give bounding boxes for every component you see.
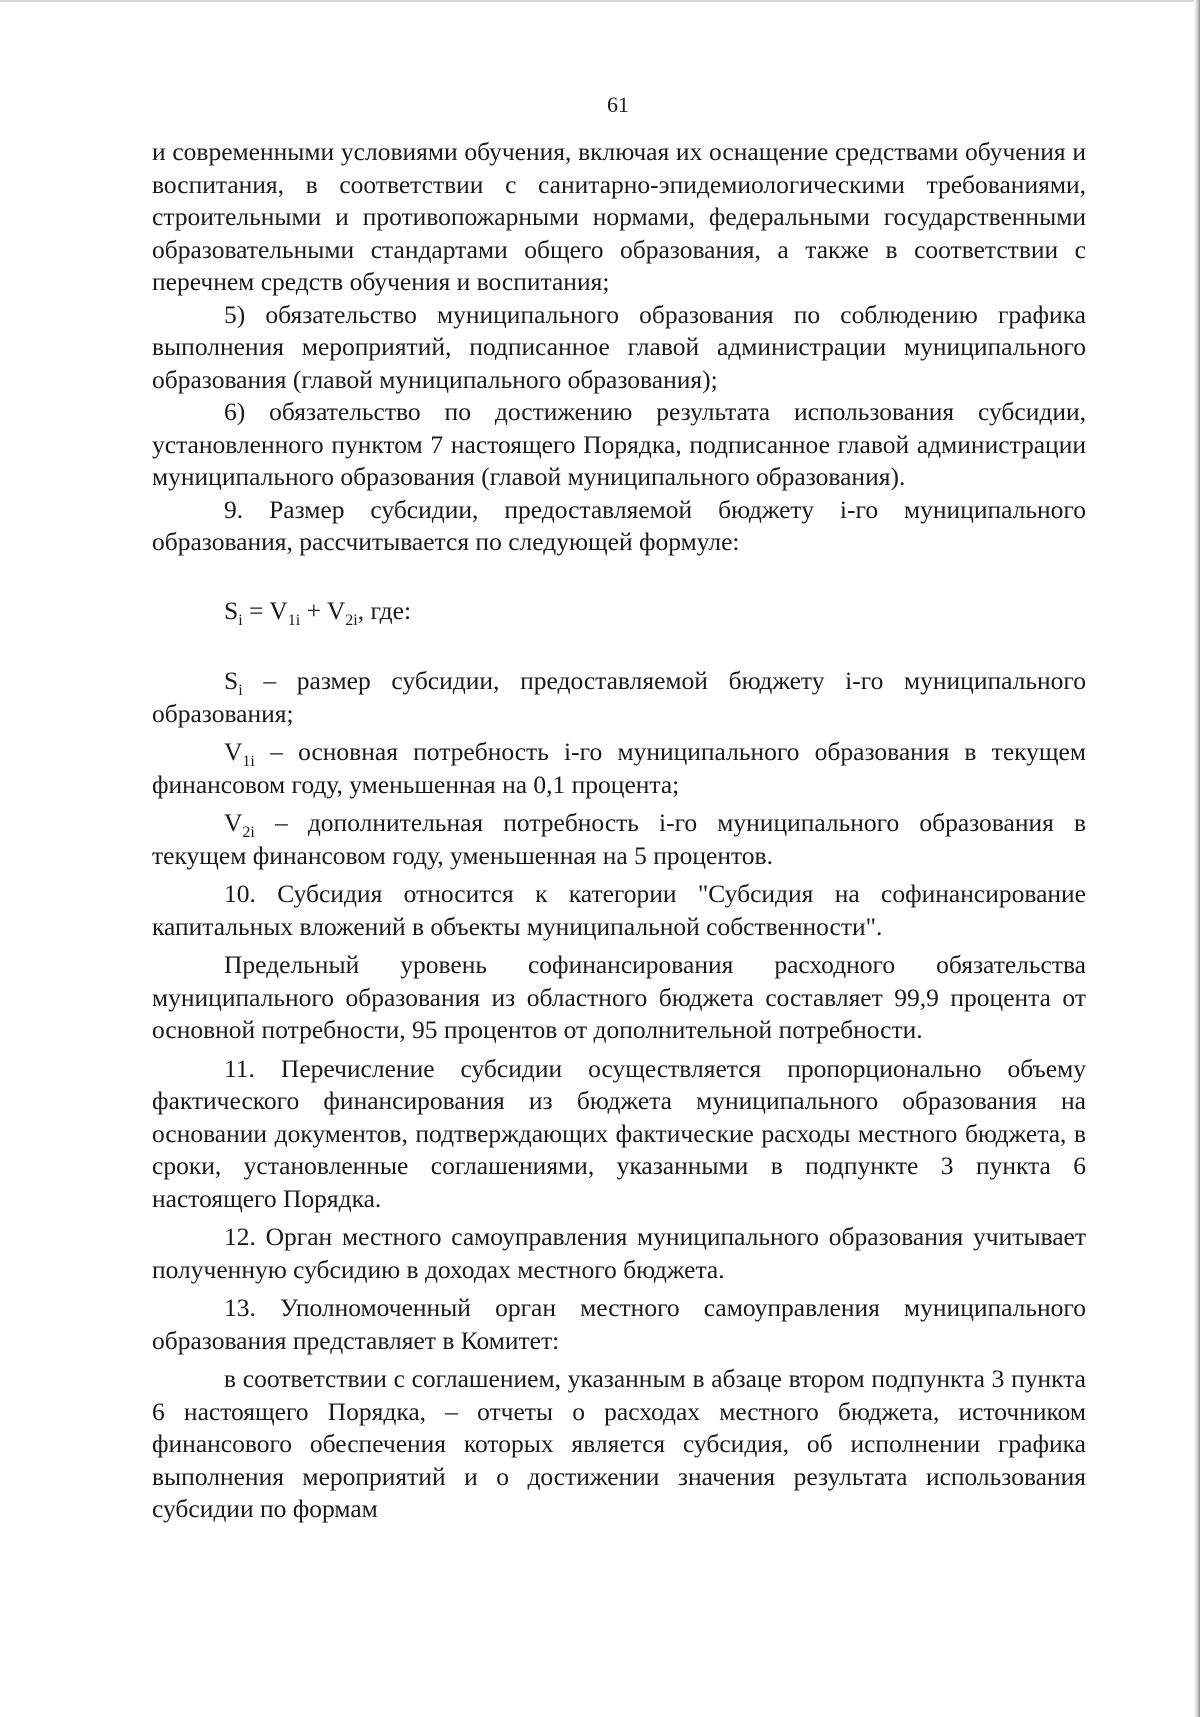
definition-v1-symbol: V bbox=[224, 737, 243, 766]
formula-eq: = V bbox=[242, 595, 288, 625]
formula-tail: , где: bbox=[357, 595, 412, 625]
scan-edge-right bbox=[1194, 0, 1200, 1717]
paragraph-reports: в соответствии с соглашением, указанным в абзаце втором подпункта 3 пункта 6 настоящего Порядка, – отчеты о расходах местного бюджета, источником финансового обеспечения которых является субсидия, об исполнении графика выполнения мероприятий и о достижении значения результата использования субсидии по формам bbox=[152, 1364, 1086, 1523]
definition-s-symbol: S bbox=[224, 666, 239, 695]
definition-s bbox=[152, 665, 1086, 730]
paragraph-continuation: и современными условиями обучения, включая их оснащение средствами обучения и воспитания, в соответствии с санитарно-эпидемиологическими требованиями, строительными и противопожарными нормами, федеральными государственными образовательными стандартами общего образования, а также в соответствии с перечнем средств обучения и воспитания; bbox=[152, 137, 1086, 296]
definition-v1-sub: 1i bbox=[242, 753, 255, 771]
paragraph-clause-9: 9. Размер субсидии, предоставляемой бюджету i-го муниципального образования, рассчитывается по следующей формуле: bbox=[152, 494, 1086, 556]
formula-v2-sub: 2i bbox=[345, 611, 358, 629]
paragraph-item-6: 6) обязательство по достижению результата использования субсидии, установленного пунктом 7 настоящего Порядка, подписанное главой администрации муниципального образования (главой муниципального образования). bbox=[152, 397, 1086, 491]
definition-v1-text: – основная потребность i-го муниципального образования в текущем финансовом году, уменьшенная на 0,1 процента; bbox=[152, 737, 1086, 799]
paragraph-clause-10: 10. Субсидия относится к категории "Субсидия на софинансирование капитальных вложений в объекты муниципальной собственности". bbox=[152, 879, 1086, 941]
paragraph-clause-13: 13. Уполномоченный орган местного самоуправления муниципального образования представляет в Комитет: bbox=[152, 1293, 1086, 1355]
scan-edge-top bbox=[0, 0, 1200, 2]
definition-s-text: – размер субсидии, предоставляемой бюджету i-го муниципального образования; bbox=[152, 666, 1086, 728]
page-number: 61 bbox=[607, 92, 629, 117]
definition-v2-symbol: V bbox=[224, 808, 243, 837]
paragraph-clause-12: 12. Орган местного самоуправления муниципального образования учитывает полученную субсидию в доходах местного бюджета. bbox=[152, 1222, 1086, 1284]
paragraph-clause-11: 11. Перечисление субсидии осуществляется пропорционально объему фактического финансирования из бюджета муниципального образования на основании документов, подтверждающих фактические расходы местного бюджета, в сроки, установленные соглашениями, указанными в подпункте 3 пункта 6 настоящего Порядка. bbox=[152, 1053, 1086, 1213]
paragraph-cofinancing-level: Предельный уровень софинансирования расходного обязательства муниципального образования из областного бюджета составляет 99,9 процента от основной потребности, 95 процентов от дополнительной потребности. bbox=[152, 950, 1086, 1044]
definition-v2 bbox=[152, 807, 1086, 872]
formula-v1-sub: 1i bbox=[287, 611, 301, 629]
formula-s-sub: i bbox=[238, 611, 243, 629]
document-body bbox=[152, 136, 1086, 1526]
formula-plus: + V bbox=[300, 595, 346, 625]
definition-v1 bbox=[152, 736, 1086, 801]
definition-v2-text: – дополнительная потребность i-го муниципального образования в текущем финансовом году, уменьшенная на 5 процентов. bbox=[152, 808, 1086, 870]
definition-v2-sub: 2i bbox=[242, 824, 255, 842]
subsidy-formula bbox=[152, 595, 1086, 628]
formula-s: S bbox=[224, 595, 239, 625]
definition-s-sub: i bbox=[238, 682, 243, 700]
paragraph-item-5: 5) обязательство муниципального образования по соблюдению графика выполнения мероприятий, подписанное главой администрации муниципального образования (главой муниципального образования); bbox=[152, 299, 1086, 394]
